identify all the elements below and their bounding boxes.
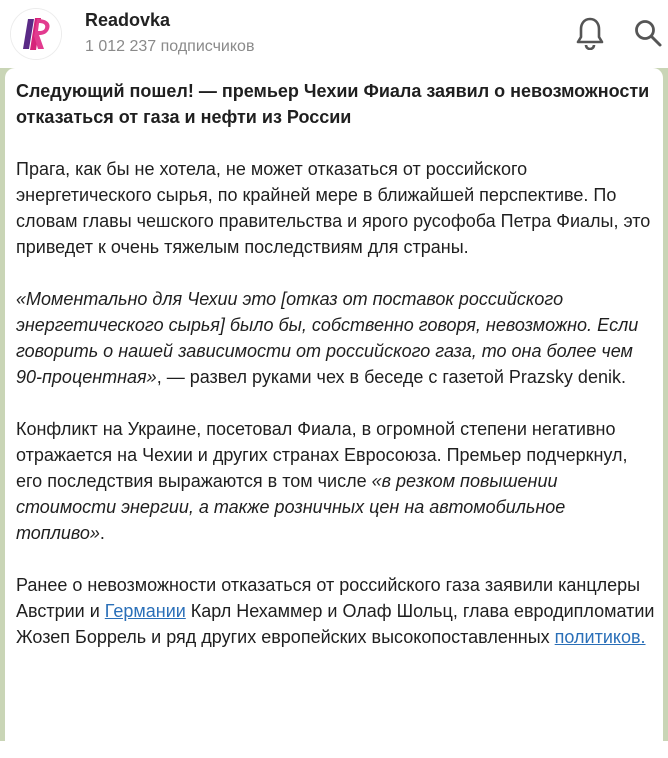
- paragraph-3-text: Конфликт на Украине, посетовал Фиала, в огромной степени негативно отражается на Чехии и других странах Евросоюза. Премьер подчеркнул, его последствия выражаются в том числе: [16, 419, 628, 491]
- post-text: [16, 78, 656, 676]
- bell-icon[interactable]: [574, 16, 606, 50]
- paragraph-4-middle: Карл Нехаммер и Олаф Шольц, глава евродипломатии Жозеп Боррель и ряд других европейских высокопоставленных: [16, 601, 655, 647]
- quote-fiala: «Моментально для Чехии это [отказ от поставок российского энергетического сырья] было бы, собственно говоря, невозможно. Если говорить о нашей зависимости от российского газа, то она более чем 90-процентная»: [16, 289, 639, 387]
- post-paragraph-1: Прага, как бы не хотела, не может отказаться от российского энергетического сырья, по крайней мере в ближайшей перспективе. По словам главы чешского правительства и ярого русофоба Петра Фиалы, это приведет к очень тяжелым последствиям для страны.: [16, 159, 651, 257]
- subscriber-count: 1 012 237 подписчиков: [85, 38, 255, 55]
- post-title: Следующий пошел! — премьер Чехии Фиала заявил о невозможности отказаться от газа и нефти из России: [16, 81, 650, 127]
- link-politicians[interactable]: политиков.: [554, 627, 646, 647]
- paragraph-3-end: .: [99, 523, 105, 543]
- channel-avatar[interactable]: [10, 8, 62, 60]
- channel-name[interactable]: Readovka: [85, 10, 171, 30]
- post-paragraph-2: [16, 286, 656, 390]
- post-paragraph-3: [16, 416, 656, 546]
- quote-consequences: «в резком повышении стоимости энергии, а также розничных цен на автомобильное топливо»: [16, 471, 566, 543]
- readovka-logo-icon: [10, 8, 62, 60]
- quote-attribution: , — развел руками чех в беседе с газетой Prazsky denik.: [156, 367, 626, 387]
- channel-header: [0, 0, 668, 68]
- paragraph-4-text: Ранее о невозможности отказаться от российского газа заявили канцлеры Австрии и: [16, 575, 641, 621]
- link-germany[interactable]: Германии: [104, 601, 186, 621]
- search-icon[interactable]: [633, 18, 663, 48]
- post-paragraph-4: [16, 572, 656, 650]
